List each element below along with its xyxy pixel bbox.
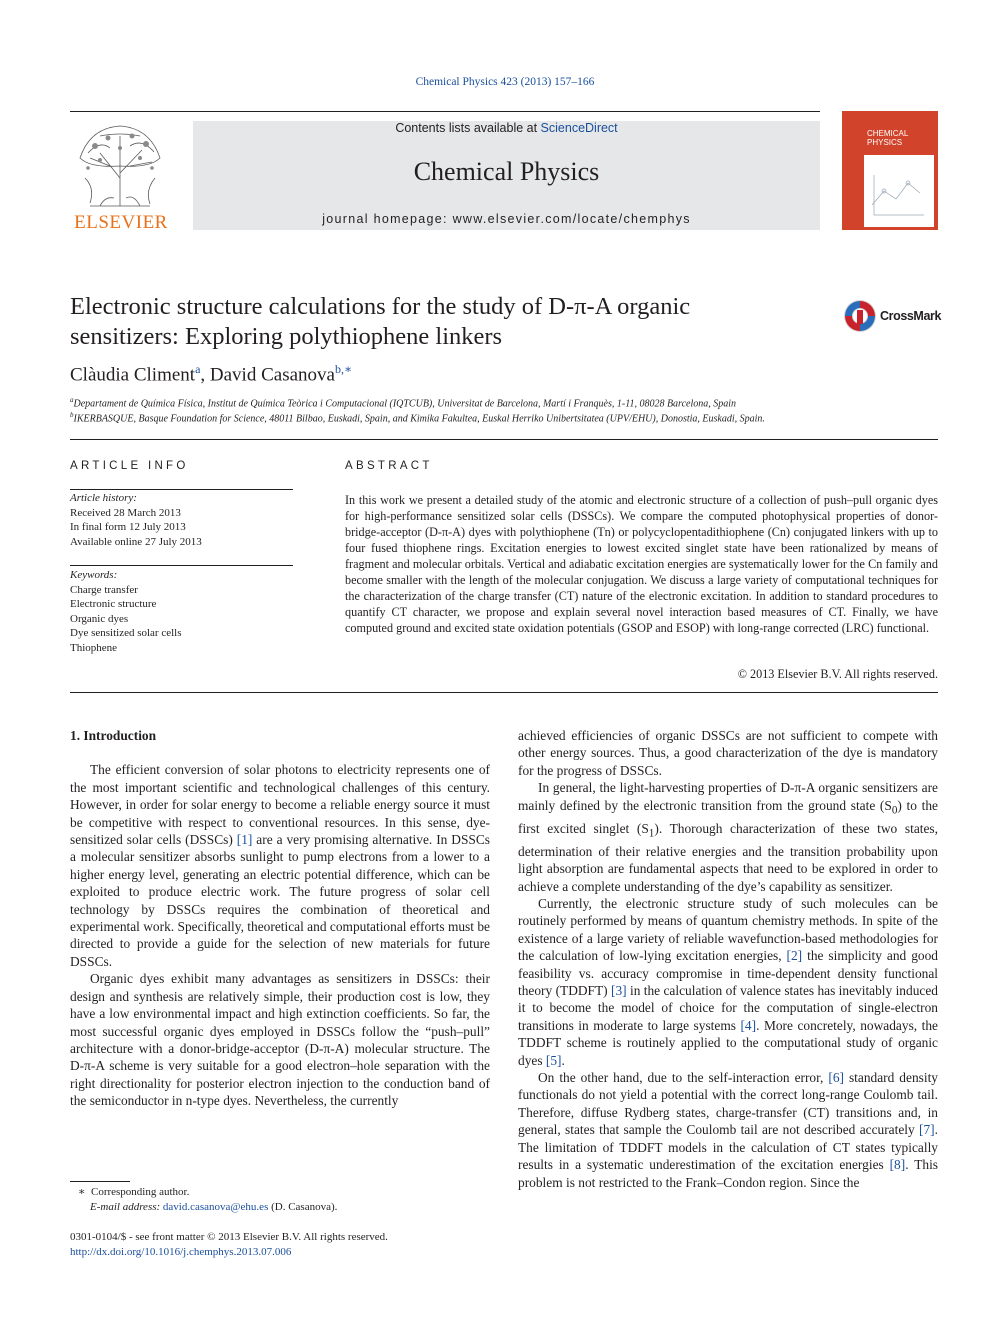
paragraph-text: In general, the light-harvesting properties of D-π-A organic sensitizers are mainly defined by the electronic transition from the ground state (S — [518, 780, 938, 813]
body-paragraph — [518, 779, 938, 895]
paragraph-text: ). Thorough characterization of these two states, determination of their relative energies and the transition probability upon light absorption are fundamental aspects that need to be explored in order to achieve a complete understanding of the dye’s capability as sensitizer. — [518, 820, 938, 894]
author-separator: , — [200, 364, 210, 386]
reference-link[interactable]: [2] — [786, 948, 803, 964]
section-heading-introduction: 1. Introduction — [70, 728, 157, 743]
footnote-line — [70, 1185, 490, 1200]
crossmark-label[interactable]: CrossMark — [880, 309, 942, 323]
body-paragraph: achieved efficiencies of organic DSSCs are not sufficient to compete with other energy sources. Thus, a good characterization of the dye is mandatory for the progress of DSSCs. — [518, 728, 938, 778]
author-affiliation-marker[interactable]: b,∗ — [334, 362, 353, 376]
sciencedirect-link[interactable]: ScienceDirect — [540, 121, 618, 135]
crossmark-icon[interactable] — [842, 298, 878, 334]
keyword: Dye sensitized solar cells — [70, 627, 182, 639]
paragraph-text: the simplicity and good feasibility vs. accuracy compromise in time-dependent density functional theory (TDDFT) — [518, 948, 938, 999]
reference-link[interactable]: [3] — [611, 983, 627, 999]
paragraph-text: . — [561, 1052, 565, 1068]
header-top-rule — [70, 111, 820, 112]
body-paragraph — [518, 895, 938, 1069]
contents-line — [193, 121, 820, 135]
footnote-text: Corresponding author. — [90, 1186, 190, 1198]
article-info-rule — [70, 489, 293, 490]
article-history — [70, 491, 300, 549]
journal-title: Chemical Physics — [413, 157, 600, 186]
affiliation-marker: a — [70, 396, 74, 404]
cover-figure-icon — [864, 155, 934, 227]
history-label: Article history: — [70, 492, 137, 504]
affiliation-text: IKERBASQUE, Basque Foundation for Science, 48011 Bilbao, Euskadi, Spain, and Kimika Fakultea, Euskal Herriko Unibertsitatea (UPV/EHU), Donostia, Euskadi, Spain. — [73, 413, 765, 425]
reference-link[interactable]: [8] — [889, 1157, 906, 1173]
article-title — [70, 292, 790, 352]
affiliation — [70, 396, 950, 409]
footnote-line — [70, 1200, 490, 1215]
paragraph-text: are a very promising alternative. In DSSCs a molecular sensitizer absorbs sunlight to pump electrons from a lower to a higher energy level, generating an electric potential difference, which can be exploited to produce electric work. The future progress of solar cell technology by DSSCs requires the combination of theoretical and experimental work. Specifically, theoretical and computational efforts must be directed to provide a guide for the selection of new materials for future DSSCs. — [70, 832, 490, 969]
paragraph-text: Currently, the electronic structure study of such molecules can be routinely performed by means of quantum chemistry methods. In spite of the existence of a large variety of reliable wavefunction-based methodologies for the calculation of low-lying excitation energies, — [518, 896, 938, 964]
reference-link[interactable]: [1] — [236, 832, 253, 848]
history-item: Available online 27 July 2013 — [70, 535, 202, 548]
corresponding-author-footnote — [70, 1185, 490, 1215]
author-affiliation-marker[interactable]: a — [195, 362, 201, 376]
affiliation-text: Departament de Química Física, Institut de Química Teòrica i Computacional (IQTCUB), Universitat de Barcelona, Martí i Franquès, 1-11, 08028 Barcelona, Spain — [73, 398, 737, 410]
keyword: Organic dyes — [70, 612, 129, 625]
keywords-rule — [70, 565, 293, 566]
history-item: Received 28 March 2013 — [70, 506, 181, 519]
affiliation — [70, 411, 950, 424]
article-title-line1: Electronic structure calculations for the study of D-π-A organic — [70, 293, 691, 320]
cover-figure-panel — [864, 155, 934, 227]
subscript: 0 — [891, 804, 898, 817]
author-name[interactable]: Clàudia Climent — [70, 364, 196, 386]
abstract-copyright: © 2013 Elsevier B.V. All rights reserved. — [737, 667, 938, 681]
paragraph-text: in the calculation of valence states has inevitably induced it to become the model of choice for the computation of single-electron transitions in moderate to large systems — [518, 983, 938, 1033]
reference-link[interactable]: [5] — [545, 1052, 562, 1068]
cover-title-line2: PHYSICS — [867, 138, 903, 147]
body-column-left — [70, 727, 490, 1110]
subscript: 1 — [648, 827, 655, 840]
article-info-heading: ARTICLE INFO — [70, 460, 189, 472]
abstract-text: In this work we present a detailed study of the atomic and electronic structure of a collection of push–pull organic dyes for high-performance sensitized solar cells (DSSCs). We compare the computed photophysical properties of donor-bridge-acceptor (D-π-A) dyes with polythiophene (Tn) or polycyclopentadithiophene (Cn) conjugated linkers with up to four fused thiophene rings. Excitation energies to lowest excited singlet state have been rationalized by means of fragment and molecular orbitals. Vertical and adiabatic excitation energies are systematically lower for the Cn family and become smaller with the length of the molecular conjugation. We discuss a large variety of computational techniques for the characterization of the charge transfer (CT) nature of the electronic excitation. In addition to standard procedures to quantify CT character, we propose and explain several novel interaction based measures of CT. Finally, we have computed ground and excited state oxidation potentials (GSOP and ESOP) with long-range corrected (LRC) functional. — [345, 493, 938, 635]
history-item: In final form 12 July 2013 — [70, 521, 186, 533]
email-label: E-mail address: — [90, 1201, 161, 1213]
paragraph-text: . This problem is not restricted to the Frank–Condon region. Since the — [518, 1157, 938, 1190]
section-divider — [70, 439, 938, 440]
keywords — [70, 568, 300, 655]
paragraph-text: The efficient conversion of solar photons to electricity represents one of the most important scientific and technological challenges of this century. However, in order for solar energy to become a reliable energy source it must be competitive with respect to conventional resources. In this sense, dye-sensitized solar cells (DSSCs) — [70, 762, 490, 848]
footnote-rule — [70, 1181, 130, 1182]
affiliation-marker: b — [70, 411, 74, 419]
keyword: Electronic structure — [70, 598, 157, 610]
paragraph-text: ) to the first excited singlet (S — [518, 797, 938, 836]
keywords-label: Keywords: — [70, 569, 118, 581]
paragraph-text: On the other hand, due to the self-interaction error, — [538, 1070, 829, 1086]
elsevier-wordmark: ELSEVIER — [74, 212, 168, 233]
front-matter-line: 0301-0104/$ - see front matter © 2013 Elsevier B.V. All rights reserved. — [70, 1231, 388, 1243]
cover-title — [867, 129, 908, 147]
reference-link[interactable]: [4] — [740, 1017, 757, 1033]
author-list — [70, 362, 352, 386]
paragraph-text: . The limitation of TDDFT models in the calculation of CT states typically results in a systematic underestimation of the excitation energies — [518, 1122, 938, 1173]
journal-cover-thumbnail — [842, 111, 938, 230]
keyword: Charge transfer — [70, 583, 138, 596]
article-title-line2: sensitizers: Exploring polythiophene linkers — [70, 323, 503, 350]
email-suffix: (D. Casanova). — [268, 1201, 338, 1213]
doi-link[interactable]: http://dx.doi.org/10.1016/j.chemphys.2013.07.006 — [70, 1245, 292, 1258]
body-column-right — [518, 727, 938, 1191]
front-matter — [70, 1230, 570, 1259]
author-name[interactable]: David Casanova — [209, 364, 335, 386]
reference-link[interactable]: [6] — [828, 1070, 844, 1086]
section-divider — [70, 692, 938, 693]
body-paragraph: Organic dyes exhibit many advantages as sensitizers in DSSCs: their design and synthesis are relatively simple, their production cost is low, they have a low environmental impact and high extinction coefficients. So far, the most successful organic dyes employed in DSSCs follow the “push–pull” architecture with a donor-bridge-acceptor (D-π-A) molecular structure. The D-π-A scheme is very suitable for a good electron–hole separation with the right directionality for posterior electron injection to the conduction band of the semiconductor in n-type dyes. Nevertheless, the currently — [70, 971, 490, 1109]
contents-prefix: Contents lists available at — [395, 121, 541, 135]
footnote-marker: ∗ — [78, 1186, 86, 1198]
journal-citation[interactable]: Chemical Physics 423 (2013) 157–166 — [415, 76, 595, 88]
email-link[interactable]: david.casanova@ehu.es — [162, 1201, 269, 1213]
reference-link[interactable]: [7] — [919, 1122, 935, 1138]
body-paragraph — [518, 1069, 938, 1191]
paragraph-text: standard density functionals do not yield a potential with the correct long-range Coulomb tail. Therefore, diffuse Rydberg states, charge-transfer (CT) transitions and, in general, states that sample the Coulomb tail are not described accurately — [518, 1070, 938, 1138]
abstract-heading: ABSTRACT — [345, 460, 433, 472]
journal-homepage-link[interactable]: journal homepage: www.elsevier.com/locate/chemphys — [322, 212, 691, 226]
keyword: Thiophene — [70, 641, 118, 654]
paragraph-text: . More concretely, nowadays, the TDDFT scheme is routinely applied to the computational study of organic dyes — [518, 1017, 938, 1068]
body-paragraph — [70, 761, 490, 970]
cover-title-line1: CHEMICAL — [867, 129, 909, 138]
